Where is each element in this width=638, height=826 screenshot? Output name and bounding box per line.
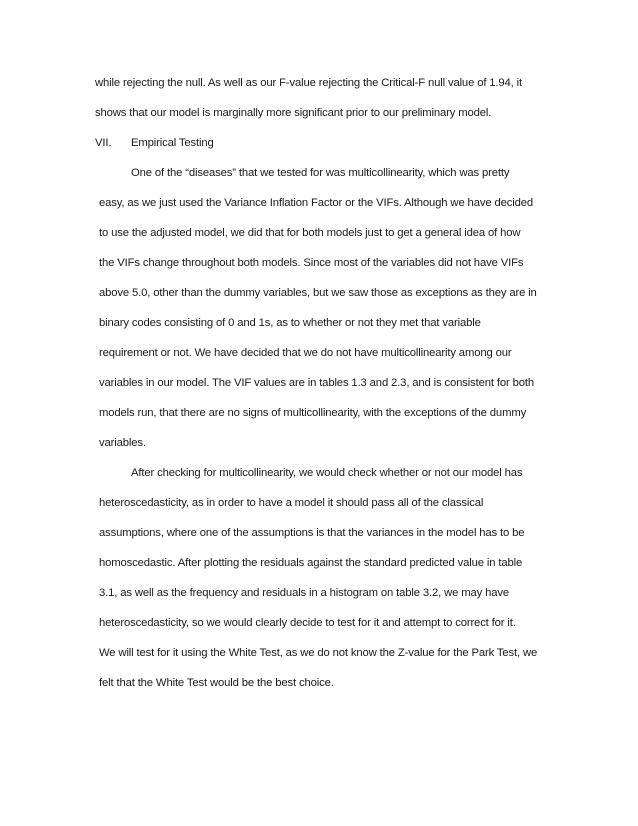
paragraph-line: We will test for it using the White Test, as we do not know the Z-value for the Park Test, we [99, 647, 538, 659]
section-number: VII. [95, 137, 112, 149]
paragraph-line: felt that the White Test would be the best choice. [99, 677, 334, 689]
paragraph-line: One of the “diseases” that we tested for was multicollinearity, which was pretty [131, 167, 510, 179]
paragraph-line: 3.1, as well as the frequency and residuals in a histogram on table 3.2, we may have [99, 587, 510, 599]
section-title: Empirical Testing [131, 137, 214, 149]
paragraph-line: the VIFs change throughout both models. Since most of the variables did not have VIFs [99, 257, 524, 269]
paragraph-line: heteroscedasticity, so we would clearly decide to test for it and attempt to correct for it. [99, 617, 516, 629]
paragraph-line: assumptions, where one of the assumptions is that the variances in the model has to be [99, 527, 525, 539]
paragraph-line: requirement or not. We have decided that we do not have multicollinearity among our [99, 347, 512, 359]
paragraph-line: binary codes consisting of 0 and 1s, as to whether or not they met that variable [99, 317, 481, 329]
paragraph-line: variables in our model. The VIF values are in tables 1.3 and 2.3, and is consistent for both [99, 377, 534, 389]
intro-line: while rejecting the null. As well as our F-value rejecting the Critical-F null value of 1.94, it [95, 77, 523, 89]
paragraph-line: homoscedastic. After plotting the residuals against the standard predicted value in table [99, 557, 523, 569]
paragraph-line: After checking for multicollinearity, we would check whether or not our model has [131, 467, 523, 479]
paragraph-line: easy, as we just used the Variance Inflation Factor or the VIFs. Although we have decided [99, 197, 533, 209]
intro-line: shows that our model is marginally more significant prior to our preliminary model. [95, 107, 492, 119]
paragraph-line: heteroscedasticity, as in order to have a model it should pass all of the classical [99, 497, 484, 509]
paragraph-line: models run, that there are no signs of multicollinearity, with the exceptions of the dummy [99, 407, 527, 419]
paragraph-line: above 5.0, other than the dummy variables, but we saw those as exceptions as they are in [99, 287, 537, 299]
paragraph-line: to use the adjusted model, we did that for both models just to get a general idea of how [99, 227, 521, 239]
paragraph-line: variables. [99, 437, 146, 449]
